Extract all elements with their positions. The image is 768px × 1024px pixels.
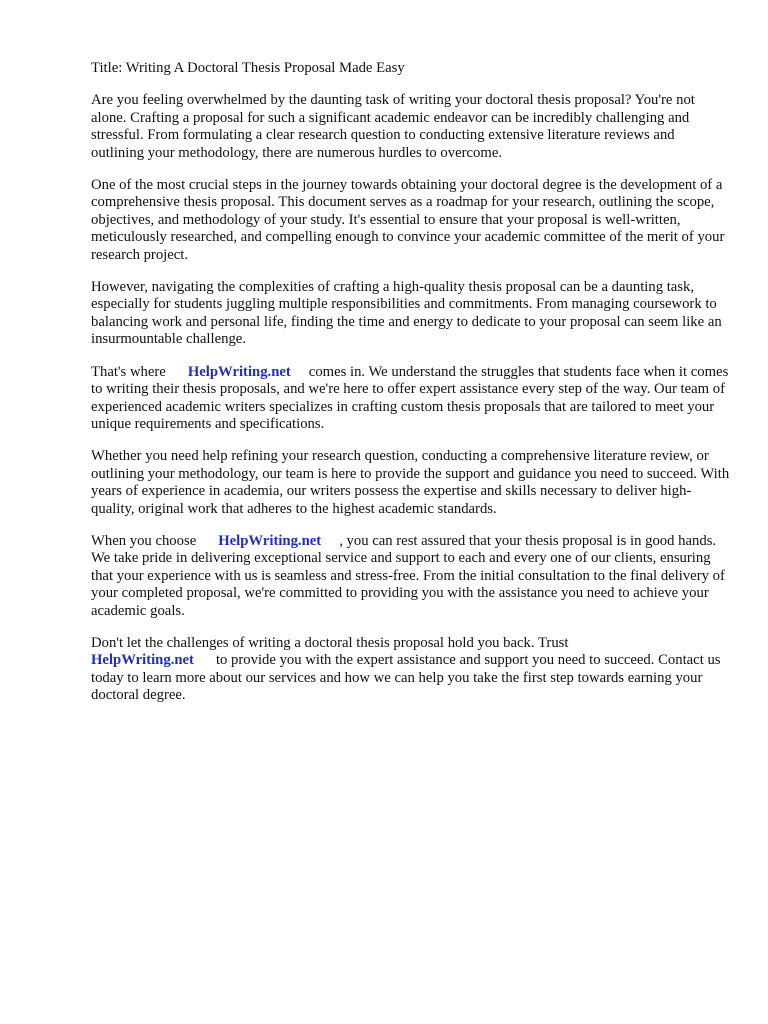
document-page [91,60,731,720]
helpwriting-link-1[interactable]: HelpWriting.net [187,363,291,380]
helpwriting-link-3[interactable]: HelpWriting.net [91,652,194,669]
document-title: Title: Writing A Doctoral Thesis Proposal Made Easy [91,60,405,76]
paragraph-4-lead: That's where [91,363,166,380]
paragraph-4-body: comes in. We understand the struggles that students face when it comes to writing their thesis proposals, and we're here to offer expert assistance every step of the way. Our team of experienced academic writers specializes in crafting custom thesis proposals that are tailored to meet your unique requirements and specifications. [91,363,729,432]
paragraph-3: However, navigating the complexities of crafting a high-quality thesis proposal can be a daunting task, especially for students juggling multiple responsibilities and commitments. From managing coursework to balancing work and personal life, finding the time and energy to dedicate to your proposal can seem like an insurmountable challenge. [91,279,722,348]
paragraph-1: Are you feeling overwhelmed by the daunting task of writing your doctoral thesis proposal? You're not alone. Crafting a proposal for such a significant academic endeavor can be incredibly challenging and stressful. From formulating a clear research question to conducting extensive literature reviews and outlining your methodology, there are numerous hurdles to overcome. [91,92,695,161]
paragraph-2: One of the most crucial steps in the journey towards obtaining your doctoral degree is the development of a comprehensive thesis proposal. This document serves as a roadmap for your research, outlining the scope, objectives, and methodology of your study. It's essential to ensure that your proposal is well-written, meticulously researched, and compelling enough to convince your academic committee of the merit of your research project. [91,177,725,263]
paragraph-5: Whether you need help refining your research question, conducting a comprehensive literature review, or outlining your methodology, our team is here to provide the support and guidance you need to succeed. With years of experience in academia, our writers possess the expertise and skills necessary to deliver high-quality, original work that adheres to the highest academic standards. [91,448,730,517]
paragraph-7-body: to provide you with the expert assistance and support you need to succeed. Contact us today to learn more about our services and how we can help you take the first step towards earning your doctoral degree. [91,652,721,704]
paragraph-7 [91,635,731,705]
paragraph-6-lead: When you choose [91,532,197,549]
paragraph-7-lead: Don't let the challenges of writing a doctoral thesis proposal hold you back. Trust [91,634,569,651]
paragraph-4 [91,364,731,434]
paragraph-6 [91,533,731,620]
paragraph-6-body: , you can rest assured that your thesis proposal is in good hands. We take pride in delivering exceptional service and support to each and every one of our clients, ensuring that your experience with us is seamless and stress-free. From the initial consultation to the final delivery of your completed proposal, we're committed to providing you with the assistance you need to achieve your academic goals. [91,532,725,619]
helpwriting-link-2[interactable]: HelpWriting.net [218,532,322,549]
